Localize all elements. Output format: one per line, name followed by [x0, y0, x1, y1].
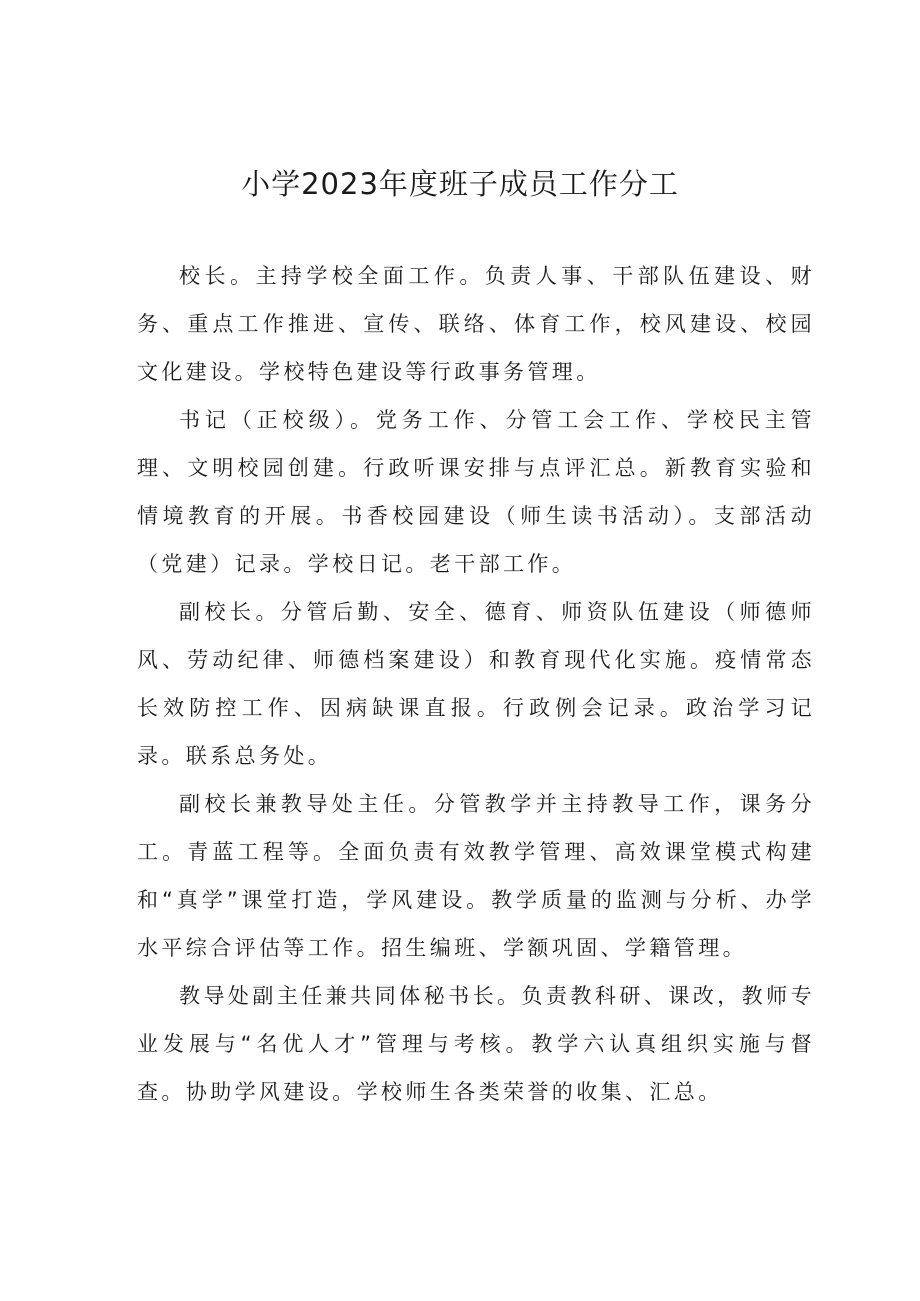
paragraph-vice-principal: 副校长。分管后勤、安全、德育、师资队伍建设（师德师风、劳动纪律、师德档案建设）和教育现代化实施。疫情常态长效防控工作、因病缺课直报。行政例会记录。政治学习记录。联系总务处。 — [137, 600, 815, 768]
document-body — [137, 252, 815, 1116]
paragraph-party-secretary: 书记（正校级）。党务工作、分管工会工作、学校民主管理、文明校园创建。行政听课安排与点评汇总。新教育实验和情境教育的开展。书香校园建设（师生读书活动）。支部活动（党建）记录。学校日记。老干部工作。 — [137, 408, 815, 576]
paragraph-vice-principal-academic: 副校长兼教导处主任。分管教学并主持教导工作，课务分工。青蓝工程等。全面负责有效教学管理、高效课堂模式构建和“真学”课堂打造，学风建设。教学质量的监测与分析、办学水平综合评估等工作。招生编班、学额巩固、学籍管理。 — [137, 792, 815, 960]
paragraph-deputy-director: 教导处副主任兼共同体秘书长。负责教科研、课改，教师专业发展与“名优人才”管理与考核。教学六认真组织实施与督查。协助学风建设。学校师生各类荣誉的收集、汇总。 — [137, 984, 815, 1104]
paragraph-principal: 校长。主持学校全面工作。负责人事、干部队伍建设、财务、重点工作推进、宣传、联络、体育工作，校风建设、校园文化建设。学校特色建设等行政事务管理。 — [137, 264, 815, 384]
document-title: 小学2023年度班子成员工作分工 — [241, 167, 679, 201]
